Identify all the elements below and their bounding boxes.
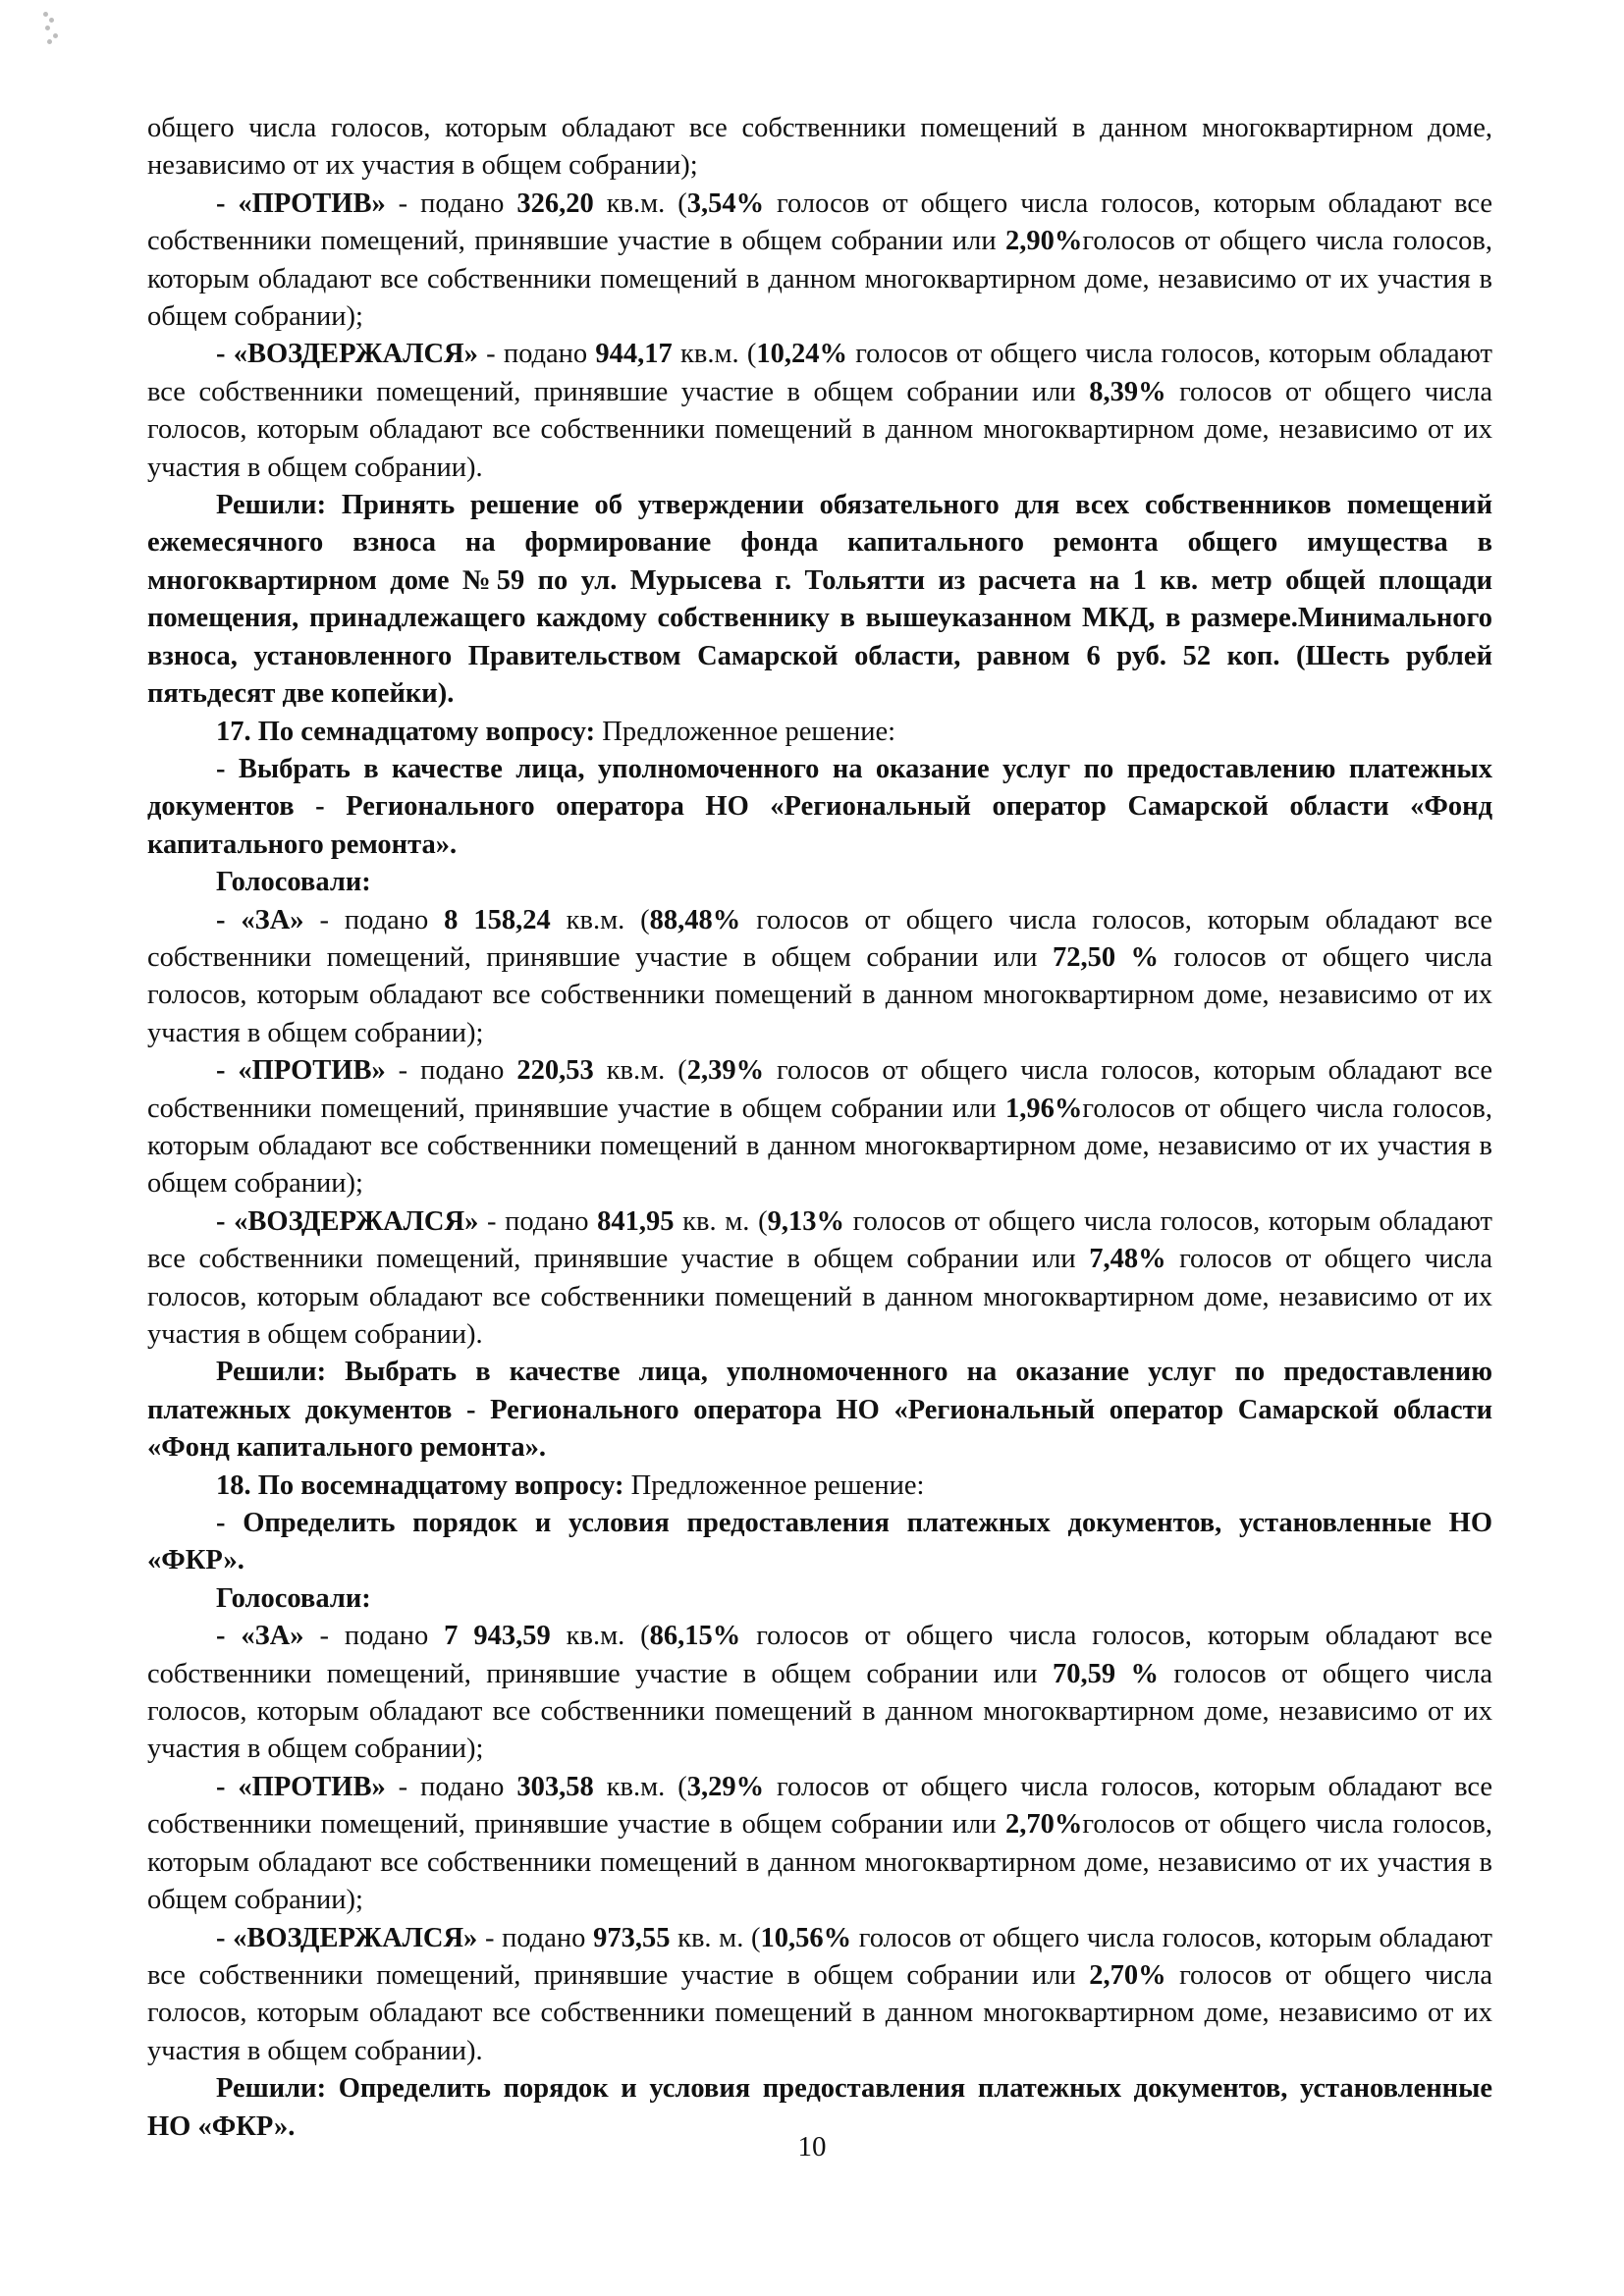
question-number: 18. По восемнадцатому вопросу:: [216, 1469, 624, 1501]
vote-text: голосов от общего числа голосов, которым обладают все собственники помещений, принявшие участие в общем собрании или: [147, 1621, 1493, 1689]
vote-text: кв.м. (: [550, 904, 650, 935]
vote-area: 326,20: [516, 187, 594, 219]
question-17-heading: [147, 714, 1492, 751]
vote-percent: 2,70%: [1089, 1959, 1166, 1991]
vote-text: кв.м. (: [593, 187, 687, 219]
vote-percent: 7,48%: [1089, 1244, 1166, 1275]
vote-area: 7 943,59: [444, 1621, 551, 1652]
vote-text: кв. м. (: [674, 1205, 768, 1237]
decision-text: Решили: Выбрать в качестве лица, уполномоченного на оказание услуг по предоставлению платежных документов - Регионального оператора НО «Региональный оператор Самарской области «Фонд капитального ремонта».: [147, 1357, 1492, 1464]
vote-text: - подано: [385, 1055, 517, 1087]
voted-label: Голосовали:: [216, 1582, 371, 1614]
question-text: Предложенное решение:: [595, 716, 896, 747]
decision-text: Решили: Определить порядок и условия предоставления платежных документов, установленные НО «ФКР».: [147, 2073, 1492, 2142]
question-18-heading: [147, 1468, 1492, 1505]
vote-label: - «ЗА»: [216, 904, 304, 935]
vote-text: кв. м. (: [670, 1922, 761, 1953]
vote-against-q18: [147, 1769, 1492, 1920]
vote-text: кв.м. (: [672, 339, 757, 370]
vote-percent: 2,70%: [1005, 1809, 1083, 1841]
vote-text: - подано: [303, 1621, 445, 1652]
vote-label: - «ПРОТИВ»: [216, 187, 386, 219]
vote-text: кв.м. (: [593, 1771, 687, 1802]
vote-percent: 70,59 %: [1052, 1658, 1159, 1689]
question-number: 17. По семнадцатому вопросу:: [216, 716, 596, 747]
vote-text: голосов от общего числа голосов, которым обладают все собственники помещений в данном многоквартирном доме, независимо от их участия в общем собрании);: [147, 941, 1492, 1048]
vote-abstained-q18: [147, 1920, 1492, 2071]
vote-label: - «ВОЗДЕРЖАЛСЯ»: [216, 1205, 479, 1237]
question-text: Предложенное решение:: [623, 1469, 925, 1501]
vote-area: 303,58: [516, 1771, 594, 1802]
vote-percent: 3,29%: [686, 1771, 765, 1802]
vote-text: голосов от общего числа голосов, которым обладают все собственники помещений, принявшие участие в общем собрании или: [147, 1205, 1492, 1275]
vote-area: 841,95: [597, 1205, 675, 1237]
vote-label: - «ПРОТИВ»: [216, 1055, 386, 1087]
decision-q16: [147, 487, 1492, 713]
vote-against-q16: [147, 186, 1492, 337]
vote-text: голосов от общего числа голосов, которым обладают все собственники помещений в данном многоквартирном доме, независимо от их участия в общем собрании);: [147, 1658, 1492, 1765]
vote-text: - подано: [303, 904, 445, 935]
paragraph-continuation: [147, 110, 1492, 186]
vote-text: голосов от общего числа голосов, которым обладают все собственники помещений, принявшие участие в общем собрании или: [147, 1055, 1492, 1124]
vote-percent: 9,13%: [767, 1205, 844, 1237]
vote-text: голосов от общего числа голосов, которым обладают все собственники помещений в данном многоквартирном доме, независимо от их участия в общем собрании);: [147, 1809, 1492, 1916]
scan-artifact: [37, 8, 71, 51]
vote-label: - «ЗА»: [216, 1621, 304, 1652]
vote-text: голосов от общего числа голосов, которым обладают все собственники помещений в данном многоквартирном доме, независимо от их участия в общем собрании);: [147, 1093, 1492, 1200]
vote-percent: 10,24%: [756, 339, 847, 370]
voted-heading-q18: [147, 1580, 1492, 1618]
vote-label: - «ВОЗДЕРЖАЛСЯ»: [216, 339, 478, 370]
vote-percent: 8,39%: [1089, 376, 1166, 407]
paragraph-text: общего числа голосов, которым обладают все собственники помещений в данном многоквартирном доме, независимо от их участия в общем собрании);: [147, 113, 1492, 182]
voted-heading-q17: [147, 864, 1492, 901]
document-page: [147, 110, 1492, 2146]
vote-text: голосов от общего числа голосов, которым обладают все собственники помещений в данном многоквартирном доме, независимо от их участия в общем собрании).: [147, 376, 1492, 483]
vote-for-q17: [147, 902, 1492, 1053]
decision-text: Решили: Принять решение об утверждении обязательного для всех собственников помещений ежемесячного взноса на формирование фонда капитального ремонта общего имущества в многоквартирном доме №59 по ул. Мурысева г. Тольятти из расчета на 1 кв. метр общей площади помещения, принадлежащего каждому собственнику в вышеуказанном МКД, в размере.Минимального взноса, установленного Правительством Самарской области, равном 6 руб. 52 коп. (Шесть рублей пятьдесят две копейки).: [147, 490, 1492, 710]
vote-text: голосов от общего числа голосов, которым обладают все собственники помещений, принявшие участие в общем собрании или: [147, 339, 1492, 407]
vote-label: - «ПРОТИВ»: [216, 1771, 386, 1802]
vote-text: - подано: [385, 1771, 517, 1802]
vote-area: 8 158,24: [444, 904, 551, 935]
vote-for-q18: [147, 1618, 1492, 1769]
page-number: 10: [797, 2131, 827, 2163]
vote-text: - подано: [478, 1205, 598, 1237]
vote-text: кв.м. (: [593, 1055, 687, 1087]
vote-text: голосов от общего числа голосов, которым обладают все собственники помещений, принявшие участие в общем собрании или: [147, 1922, 1492, 1991]
vote-percent: 3,54%: [686, 187, 765, 219]
voted-label: Голосовали:: [216, 867, 371, 898]
vote-area: 944,17: [595, 339, 673, 370]
vote-text: - подано: [385, 187, 517, 219]
vote-abstained-q17: [147, 1203, 1492, 1355]
vote-percent: 2,90%: [1005, 226, 1083, 257]
vote-text: голосов от общего числа голосов, которым обладают все собственники помещений в данном многоквартирном доме, независимо от их участия в общем собрании).: [147, 1959, 1492, 2066]
vote-text: кв.м. (: [550, 1621, 650, 1652]
proposed-decision-q17: [147, 751, 1492, 864]
vote-label: - «ВОЗДЕРЖАЛСЯ»: [216, 1922, 478, 1953]
vote-area: 973,55: [593, 1922, 671, 1953]
vote-percent: 88,48%: [649, 904, 741, 935]
vote-text: - подано: [477, 1922, 594, 1953]
vote-percent: 2,39%: [686, 1055, 765, 1087]
decision-q17: [147, 1354, 1492, 1467]
vote-text: - подано: [477, 339, 596, 370]
proposal-text: - Выбрать в качестве лица, уполномоченного на оказание услуг по предоставлению платежных документов - Регионального оператора НО «Региональный оператор Самарской области «Фонд капитального ремонта».: [147, 753, 1492, 860]
vote-area: 220,53: [516, 1055, 594, 1087]
vote-text: голосов от общего числа голосов, которым обладают все собственники помещений, принявшие участие в общем собрании или: [147, 1771, 1492, 1841]
vote-text: голосов от общего числа голосов, которым обладают все собственники помещений в данном многоквартирном доме, независимо от их участия в общем собрании);: [147, 226, 1492, 333]
vote-percent: 10,56%: [760, 1922, 852, 1953]
vote-abstained-q16: [147, 336, 1492, 487]
vote-against-q17: [147, 1052, 1492, 1203]
proposed-decision-q18: [147, 1505, 1492, 1580]
vote-text: голосов от общего числа голосов, которым обладают все собственники помещений в данном многоквартирном доме, независимо от их участия в общем собрании).: [147, 1244, 1492, 1350]
vote-text: голосов от общего числа голосов, которым обладают все собственники помещений, принявшие участие в общем собрании или: [147, 904, 1493, 973]
vote-text: голосов от общего числа голосов, которым обладают все собственники помещений, принявшие участие в общем собрании или: [147, 187, 1492, 257]
vote-percent: 1,96%: [1005, 1093, 1083, 1124]
vote-percent: 86,15%: [649, 1621, 741, 1652]
proposal-text: - Определить порядок и условия предоставления платежных документов, установленные НО «ФКР».: [147, 1508, 1492, 1576]
vote-percent: 72,50 %: [1052, 941, 1159, 973]
